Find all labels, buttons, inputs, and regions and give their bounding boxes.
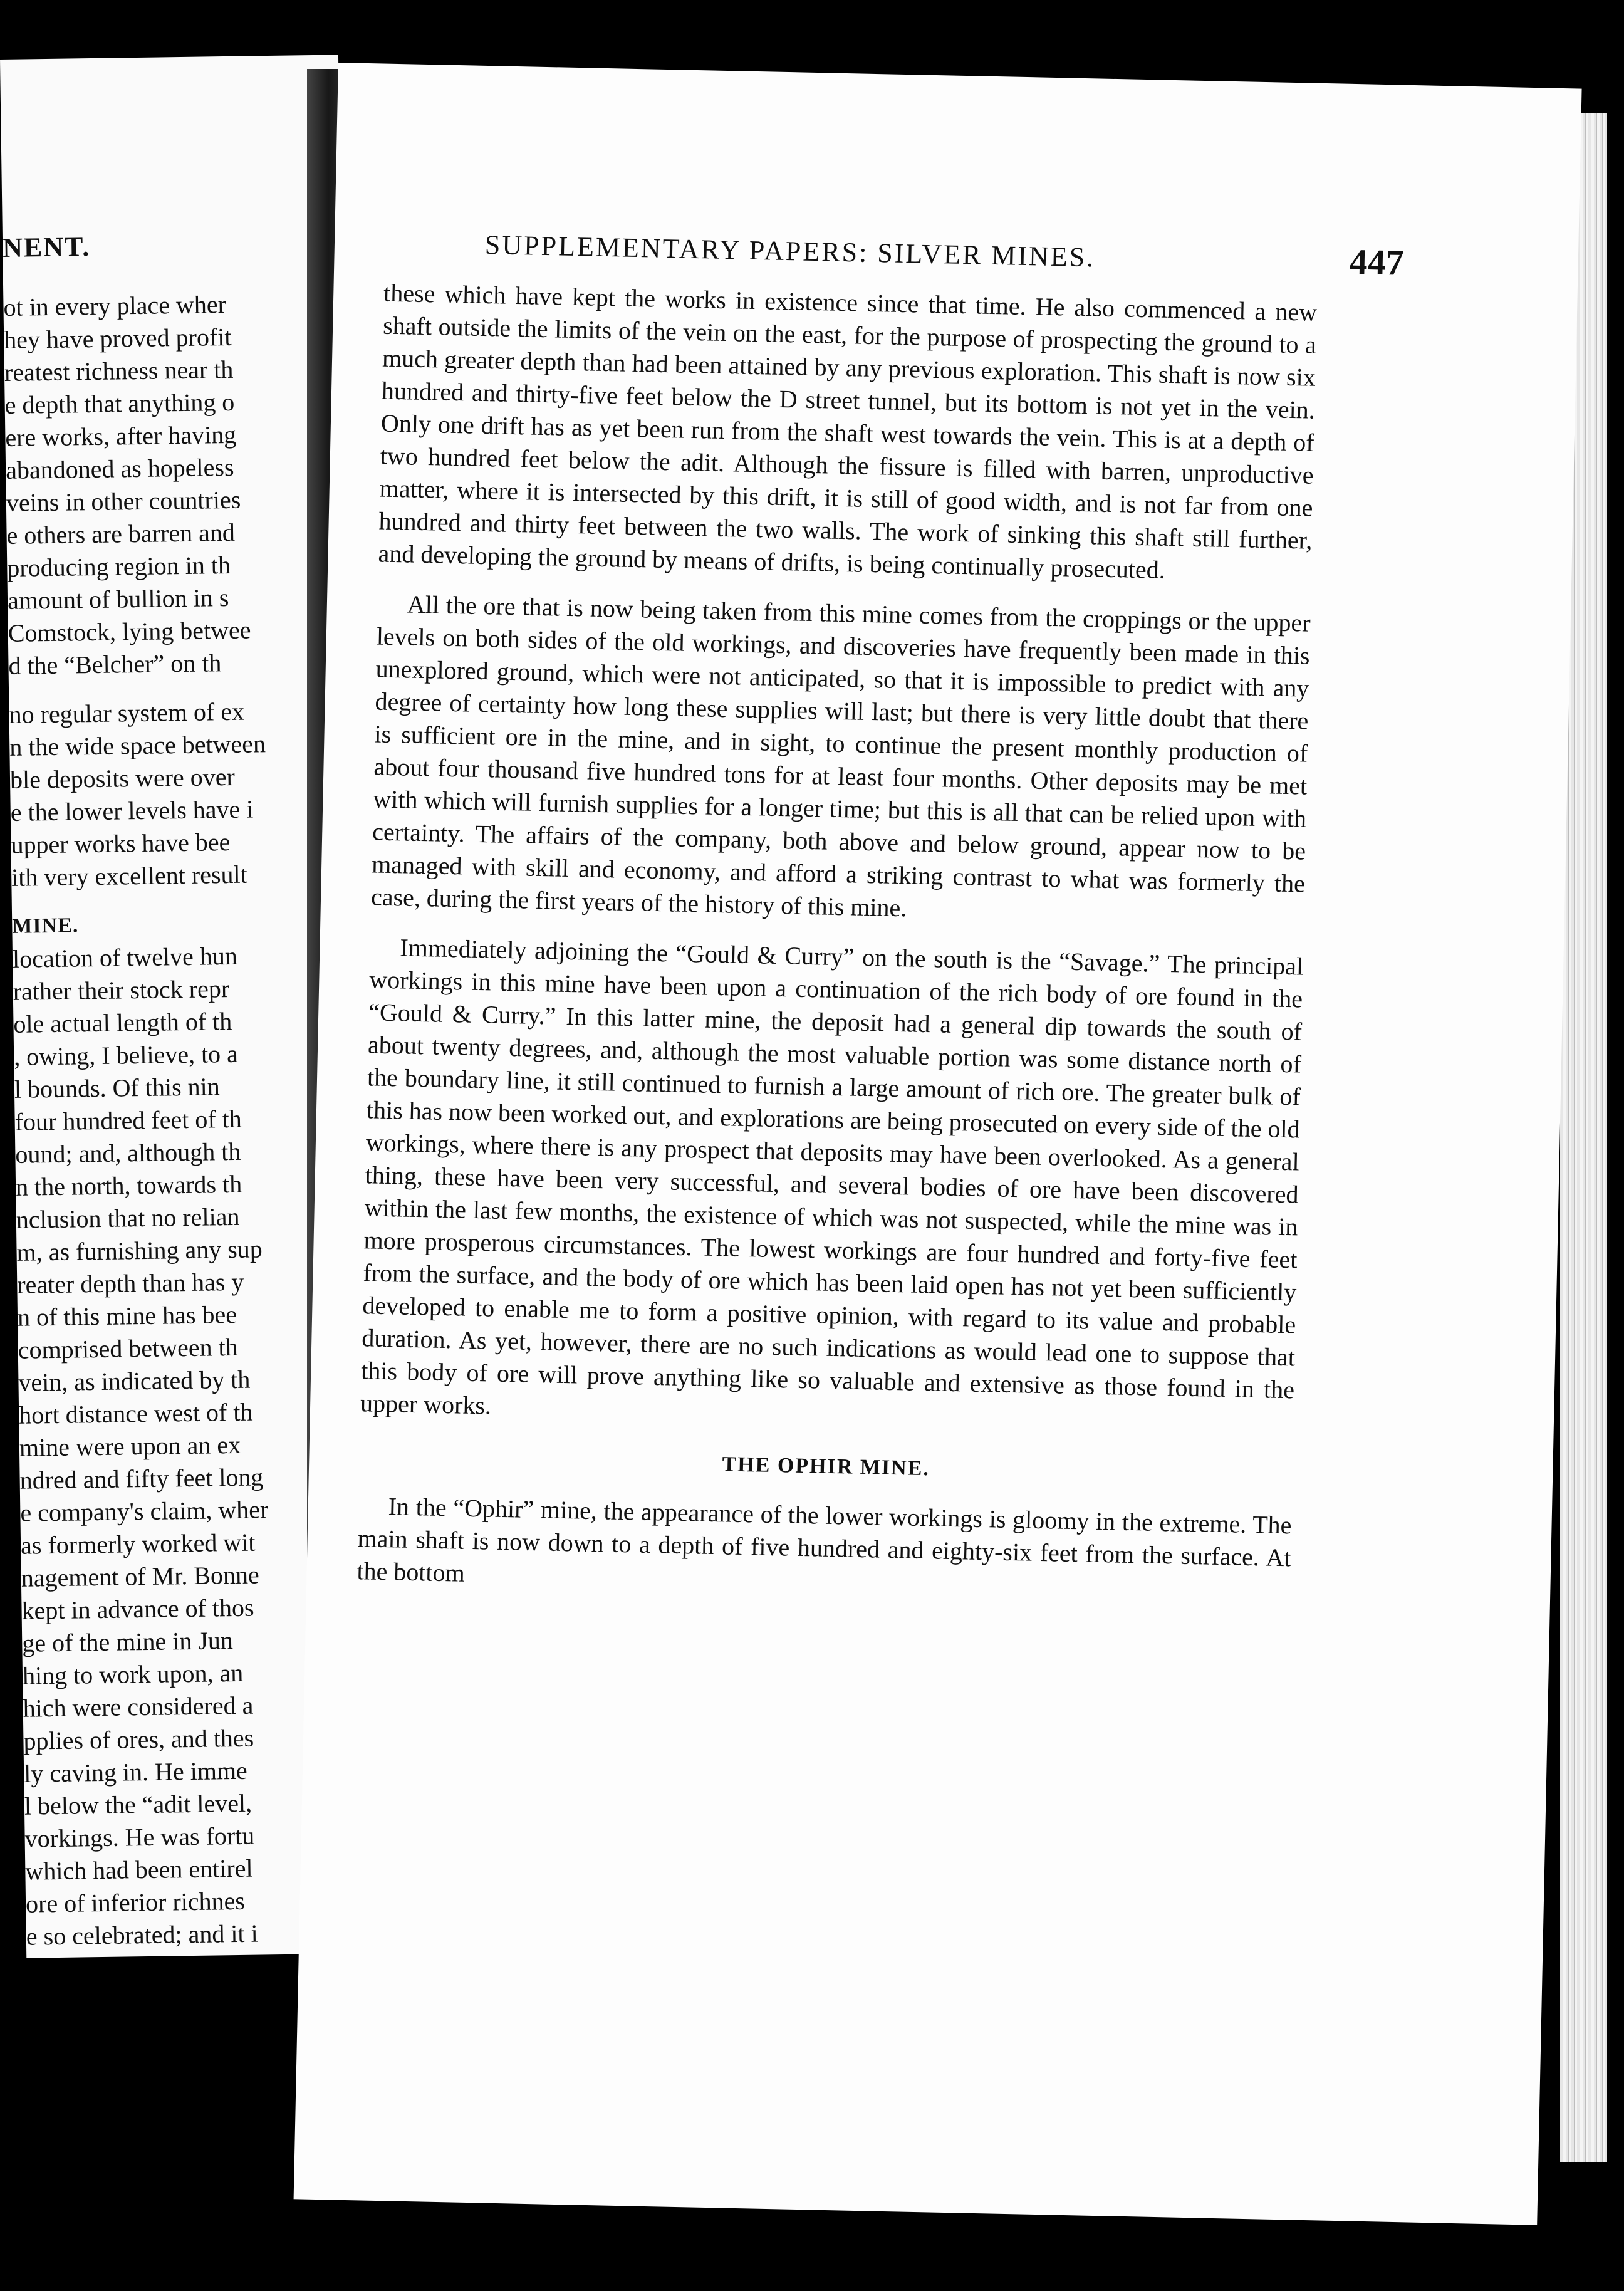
left-page-line: abandoned as hopeless	[5, 452, 234, 484]
left-page-line: e company's claim, wher	[20, 1495, 269, 1527]
left-page-line: ith very excellent result	[11, 860, 248, 892]
left-page-line: veins in other countries	[6, 485, 241, 517]
running-head: SUPPLEMENTARY PAPERS: SILVER MINES.	[484, 229, 1096, 273]
left-page-line: upper works have bee	[11, 827, 231, 859]
left-page-line: reater depth than has y	[16, 1267, 244, 1299]
paragraph: Immediately adjoining the “Gould & Curry” on the south is the “Savage.” The principal workings in this mine have been upon a continuation of the rich body of ore found in the “Gould & Curry.” In this latter mine, the deposit had a general dip towards the south of about twenty degrees, and, although the most valuable portion was some distance north of the boundary line, it still continued to furnish a large amount of rich ore. The greater bulk of this has now been worked out, and explorations are being prosecuted on every side of the old workings, where there is any prospect that deposits may have been overlooked. As a general thing, these have been very successful, and several bodies of ore have been discovered within the last few months, the existence of which was not suspected, while the mine was in more prosperous circumstances. The lowest workings are four hundred and forty-five feet from the surface, and the body of ore which has been laid open has not yet been sufficiently developed to enable me to form a positive opinion, with regard to its value and probable duration. As yet, however, there are no such indications as would lead one to suppose that this body of ore will prove anything like so valuable and extensive as those found in the upper works.	[360, 933, 1304, 1420]
left-page-line: d the “Belcher” on th	[8, 649, 222, 680]
left-page-line: , owing, I believe, to a	[13, 1039, 239, 1071]
section-heading: THE OPHIR MINE.	[722, 1453, 930, 1481]
paragraph: All the ore that is now being taken from this mine comes from the croppings or the upper levels on both sides of the old workings, and discoveries have frequently been made in this unexplored ground, which were not anticipated, so that it is impossible to predict with any degree of certainty how long these supplies will last; but there is very little doubt that there is sufficient ore in the mine, and in sight, to continue the present monthly production of about four thousand five hundred tons for at least four months. Other deposits may be met with which will furnish supplies for a longer time; but this is all that can be relied upon with certainty. The affairs of the company, both above and below ground, appear now to be managed with skill and economy, and afford a striking contrast to what was formerly the case, during the first years of the history of this mine.	[370, 590, 1311, 922]
left-page-line: ge of the mine in Jun	[21, 1626, 234, 1657]
left-page-line: pplies of ores, and thes	[23, 1723, 254, 1755]
left-page-line: kept in advance of thos	[21, 1593, 254, 1625]
page-number: 447	[1349, 241, 1405, 283]
left-page-line: hort distance west of th	[18, 1397, 253, 1429]
left-running-head: NENT.	[2, 231, 91, 263]
left-page-line: ole actual length of th	[13, 1006, 232, 1038]
left-page-line: four hundred feet of th	[14, 1104, 242, 1136]
left-page-line: comprised between th	[18, 1332, 239, 1364]
left-page-line: ound; and, although th	[15, 1137, 241, 1169]
left-page-line: n the wide space between	[9, 729, 266, 761]
left-page-line: hich were considered a	[23, 1691, 254, 1723]
left-page-line: Comstock, lying betwee	[8, 615, 251, 647]
paragraph: these which have kept the works in existence since that time. He also commenced a new shaft outside the limits of the vein on the east, for the purpose of prospecting the ground to a much greater depth than had been attained by any previous exploration. This shaft is now six hundred and thirty-five feet below the D street tunnel, but its bottom is not yet in the vein. Only one drift has as yet been run from the shaft west towards the vein. This is at a depth of two hundred feet below the adit. Although the fissure is filled with barren, unproductive matter, where it is intersected by this drift, it is still of good width, and is not far from one hundred and thirty feet between the two walls. The work of sinking this shaft still further, and developing the ground by means of drifts, is being continually prosecuted.	[378, 278, 1318, 584]
left-page-line: as formerly worked wit	[20, 1528, 256, 1560]
left-page-line: l bounds. Of this nin	[14, 1072, 221, 1104]
left-page-line: vein, as indicated by th	[18, 1365, 251, 1397]
left-page-line: ble deposits were over	[9, 762, 236, 794]
left-page-line: e so celebrated; and it i	[26, 1919, 258, 1951]
left-page-line: reatest richness near th	[4, 355, 234, 387]
paragraph: In the “Ophir” mine, the appearance of the lower workings is gloomy in the extreme. The main shaft is now down to a depth of five hundred and eighty-six feet from the surface. At the bottom	[357, 1492, 1292, 1587]
left-page-line: hing to work upon, an	[22, 1658, 244, 1690]
left-page-line: ndred and fifty feet long	[19, 1463, 264, 1495]
left-page-line: e others are barren and	[6, 518, 236, 550]
right-page	[294, 63, 1582, 2225]
left-page-line: l below the “adit level,	[24, 1788, 252, 1820]
left-page-line: ere works, after having	[5, 420, 237, 452]
left-page-line: ore of inferior richnes	[25, 1886, 246, 1918]
left-page-line: ly caving in. He imme	[23, 1756, 248, 1788]
left-page-line: n the north, towards th	[15, 1169, 242, 1201]
left-page-line: which had been entirel	[25, 1854, 253, 1886]
left-page-line: m, as furnishing any sup	[16, 1234, 263, 1266]
left-page-line: MINE.	[12, 914, 79, 938]
left-page-line: location of twelve hun	[12, 941, 238, 973]
left-page-line: n of this mine has bee	[17, 1300, 237, 1332]
left-page-line: hey have proved profit	[3, 322, 232, 354]
left-page-line: ot in every place wher	[3, 290, 227, 321]
left-page-line: amount of bullion in s	[7, 583, 229, 615]
left-page-line: mine were upon an ex	[19, 1430, 241, 1462]
left-page-line: no regular system of ex	[9, 697, 245, 729]
left-page-line: rather their stock repr	[13, 974, 230, 1006]
left-page-line: nclusion that no relian	[16, 1202, 240, 1234]
left-page-line: producing region in th	[7, 550, 231, 582]
left-page-line: nagement of Mr. Bonne	[21, 1560, 260, 1592]
left-page-line: e depth that anything o	[4, 387, 235, 419]
left-page-line: vorkings. He was fortu	[24, 1821, 255, 1853]
body-text	[356, 277, 1317, 1625]
left-page-line: e the lower levels have i	[10, 795, 254, 827]
